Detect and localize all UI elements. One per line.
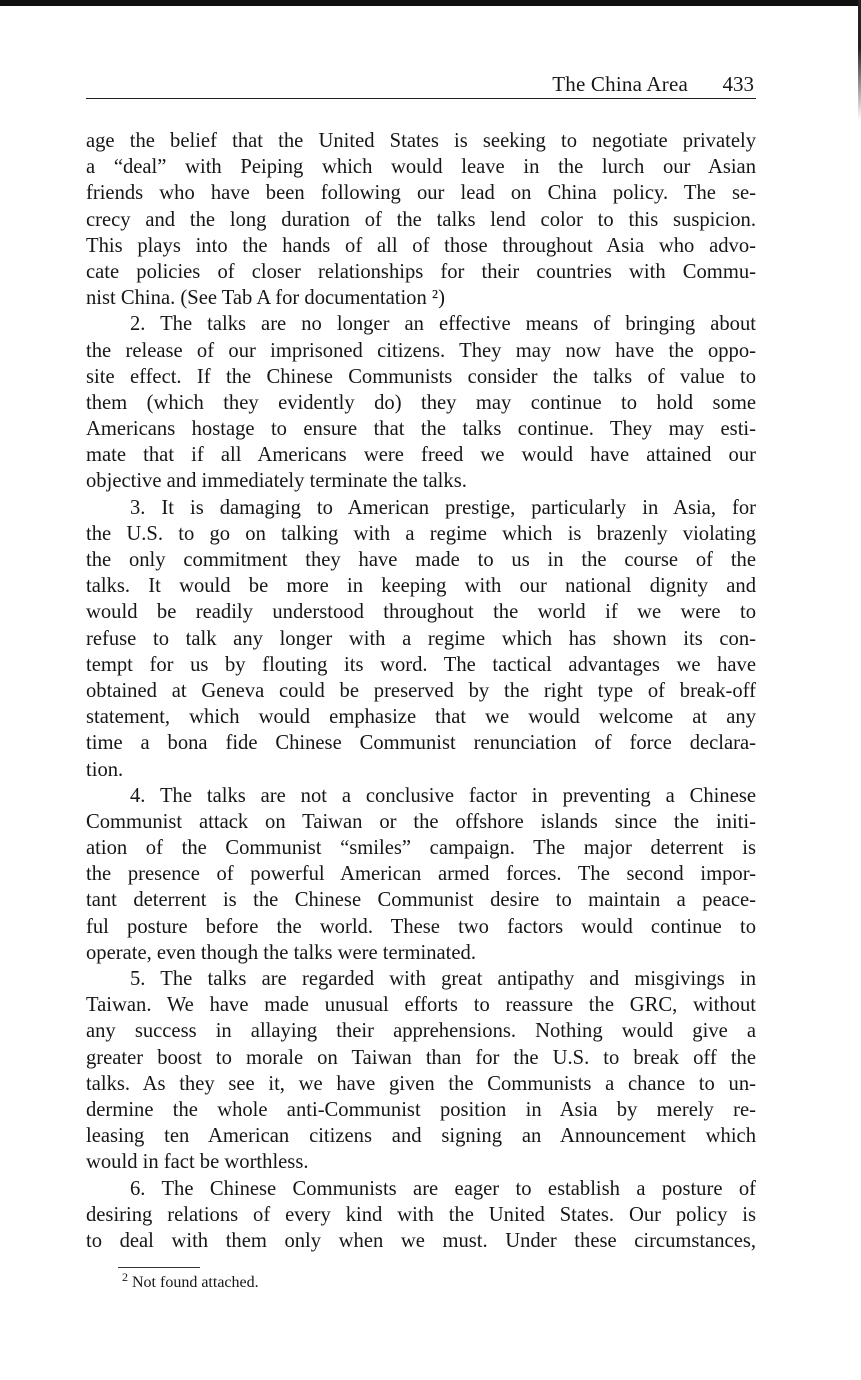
body-line: This plays into the hands of all of those throughout Asia who advo-: [86, 234, 756, 257]
body-line: dermine the whole anti-Communist position in Asia by merely re-: [86, 1098, 756, 1121]
footnote-rule: [118, 1267, 200, 1268]
body-line: desiring relations of every kind with the United States. Our policy is: [86, 1203, 756, 1226]
body-line: objective and immediately terminate the talks.: [86, 470, 467, 493]
body-line: tempt for us by flouting its word. The tactical advantages we have: [86, 653, 756, 676]
body-line: greater boost to morale on Taiwan than for the U.S. to break off the: [86, 1046, 756, 1069]
body-line: age the belief that the United States is seeking to negotiate privately: [86, 130, 756, 152]
body-line: talks. As they see it, we have given the Communists a chance to un-: [86, 1072, 756, 1095]
body-line: nist China. (See Tab A for documentation ²): [86, 287, 445, 310]
body-text: [86, 128, 756, 1254]
paragraph-start-line: 5. The talks are regarded with great antipathy and misgivings in: [130, 968, 756, 990]
body-line: site effect. If the Chinese Communists consider the talks of value to: [86, 365, 756, 388]
body-line: ful posture before the world. These two factors would continue to: [86, 915, 756, 938]
body-line: mate that if all Americans were freed we would have attained our: [86, 444, 756, 467]
paragraph-start-line: 6. The Chinese Communists are eager to establish a posture of: [130, 1177, 756, 1200]
body-line: friends who have been following our lead on China policy. The se-: [86, 182, 756, 205]
body-line: the presence of powerful American armed forces. The second impor-: [86, 863, 756, 886]
body-line: time a bona fide Chinese Communist renunciation of force declara-: [86, 732, 756, 755]
body-line: tant deterrent is the Chinese Communist desire to maintain a peace-: [86, 889, 756, 912]
body-line: statement, which would emphasize that we would welcome at any: [86, 706, 756, 729]
body-line: the U.S. to go on talking with a regime which is brazenly violating: [86, 522, 756, 545]
body-line: the release of our imprisoned citizens. They may now have the oppo-: [86, 339, 756, 362]
footnote-text: Not found attached.: [132, 1274, 259, 1291]
body-line: operate, even though the talks were terminated.: [86, 941, 476, 964]
body-line: a “deal” with Peiping which would leave in the lurch our Asian: [86, 156, 756, 179]
body-line: Communist attack on Taiwan or the offshore islands since the initi-: [86, 810, 756, 833]
body-line: cate policies of closer relationships for their countries with Commu-: [86, 260, 756, 283]
body-line: leasing ten American citizens and signing an Announcement which: [86, 1125, 756, 1148]
paragraph-start-line: 4. The talks are not a conclusive factor in preventing a Chinese: [130, 784, 756, 807]
body-line: Taiwan. We have made unusual efforts to reassure the GRC, without: [86, 994, 756, 1017]
body-line: tion.: [86, 758, 124, 781]
body-line: to deal with them only when we must. Under these circumstances,: [86, 1229, 756, 1252]
footnote-marker: 2: [122, 1270, 128, 1284]
body-line: ation of the Communist “smiles” campaign. The major deterrent is: [86, 837, 756, 860]
page-top-edge: [0, 0, 861, 6]
body-line: refuse to talk any longer with a regime which has shown its con-: [86, 627, 756, 650]
paragraph-start-line: 3. It is damaging to American prestige, particularly in Asia, for: [130, 496, 756, 519]
running-title: The China Area: [552, 72, 688, 96]
body-line: crecy and the long duration of the talks lend color to this suspicion.: [86, 208, 756, 231]
body-line: any success in allaying their apprehensions. Nothing would give a: [86, 1020, 756, 1043]
body-line: would in fact be worthless.: [86, 1151, 309, 1174]
body-line: them (which they evidently do) they may continue to hold some: [86, 391, 756, 414]
paragraph-start-line: 2. The talks are no longer an effective means of bringing about: [130, 313, 756, 336]
body-line: would be readily understood throughout the world if we were to: [86, 601, 756, 624]
running-header: [86, 70, 756, 99]
body-line: Americans hostage to ensure that the talks continue. They may esti-: [86, 418, 756, 441]
body-line: talks. It would be more in keeping with our national dignity and: [86, 575, 756, 598]
footnote: [122, 1270, 259, 1293]
page-number: 433: [722, 72, 754, 96]
body-line: obtained at Geneva could be preserved by the right type of break-off: [86, 679, 756, 702]
body-line: the only commitment they have made to us in the course of the: [86, 549, 756, 571]
